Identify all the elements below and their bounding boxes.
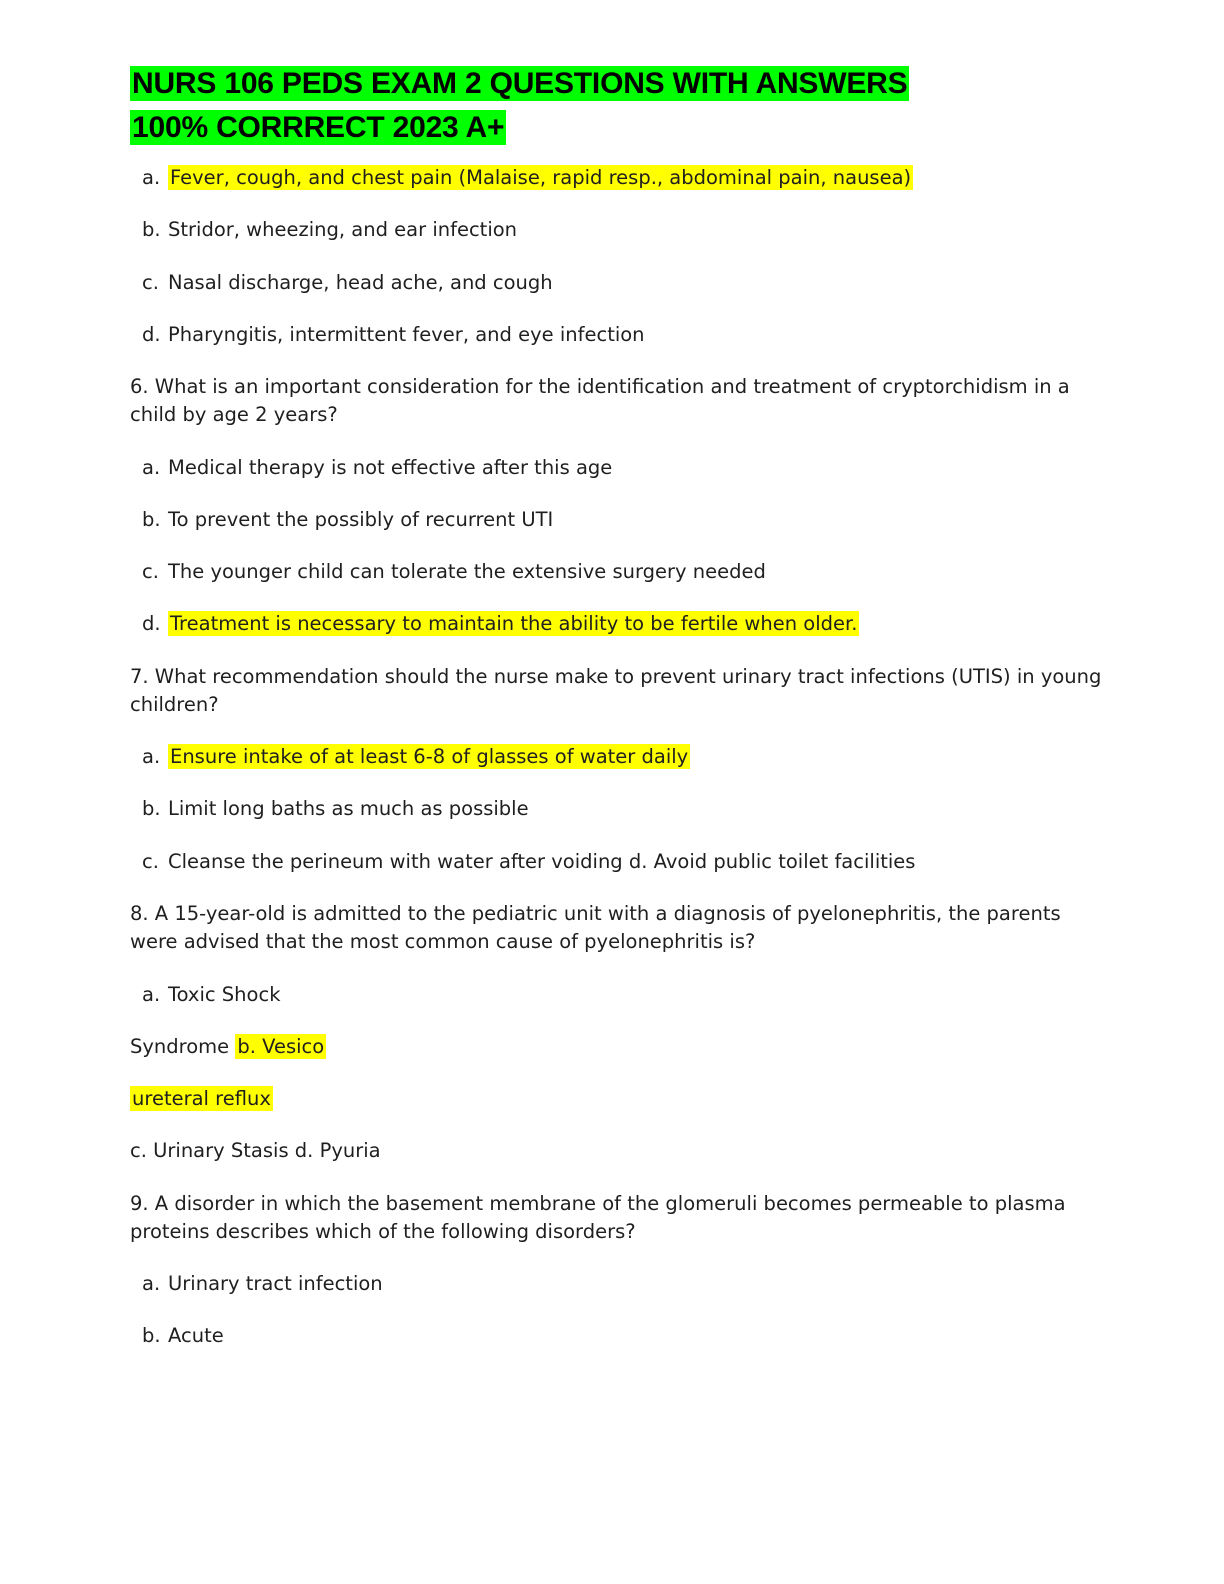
option-marker: d.	[142, 322, 161, 346]
option-text: Toxic Shock	[168, 982, 281, 1006]
option-marker: b.	[142, 797, 161, 821]
answer-option	[130, 1322, 1114, 1350]
answer-option	[130, 216, 1114, 244]
option-text: Pharyngitis, intermittent fever, and eye infection	[168, 322, 645, 346]
highlighted-answer: ureteral reflux	[132, 1087, 271, 1111]
option-text: The younger child can tolerate the extensive surgery needed	[168, 560, 766, 584]
answer-option	[130, 610, 1114, 638]
answer-option	[130, 506, 1114, 534]
option-text	[168, 743, 1114, 771]
question-text: 8. A 15-year-old is admitted to the pediatric unit with a diagnosis of pyelonephritis, the parents were advised that the most common cause of pyelonephritis is?	[130, 901, 1061, 954]
option-marker: d.	[142, 612, 161, 636]
option-text: Cleanse the perineum with water after voiding d. Avoid public toilet facilities	[168, 849, 916, 873]
option-marker: a.	[142, 982, 161, 1006]
highlighted-answer: Ensure intake of at least 6-8 of glasses of water daily	[170, 745, 689, 769]
option-text	[168, 610, 1114, 638]
question-text: 7. What recommendation should the nurse make to prevent urinary tract infections (UTIS) in young children?	[130, 664, 1102, 716]
option-marker: c.	[142, 270, 159, 294]
option-text	[168, 164, 1114, 192]
option-text: Urinary tract infection	[168, 1272, 383, 1296]
option-text: Limit long baths as much as possible	[168, 797, 529, 821]
option-text: Acute	[168, 1324, 224, 1348]
answer-option	[130, 269, 1114, 297]
option-text: To prevent the possibly of recurrent UTI	[168, 507, 554, 531]
question-text: 9. A disorder in which the basement membrane of the glomeruli becomes permeable to plasma proteins describes which of the following disorders?	[130, 1191, 1066, 1243]
body-line-prefix: Syndrome	[130, 1034, 236, 1058]
option-marker: c.	[142, 849, 159, 873]
option-text: Stridor, wheezing, and ear infection	[168, 218, 518, 242]
page-title-line-2: 100% CORRRECT 2023 A+	[132, 111, 505, 144]
option-marker: b.	[142, 218, 161, 242]
answer-option	[130, 558, 1114, 586]
body-line	[130, 1085, 1114, 1113]
highlighted-answer: Fever, cough, and chest pain (Malaise, rapid resp., abdominal pain, nausea)	[170, 166, 912, 189]
option-marker: c.	[142, 560, 159, 584]
body-line	[130, 1033, 1114, 1061]
body-line: c. Urinary Stasis d. Pyuria	[130, 1139, 381, 1163]
answer-option	[130, 164, 1114, 192]
highlighted-answer: b. Vesico	[237, 1034, 325, 1058]
document-body	[130, 164, 1114, 1351]
question-text: 6. What is an important consideration for the identification and treatment of cryptorchidism in a child by age 2 years?	[130, 375, 1070, 427]
answer-option	[130, 795, 1114, 823]
page-title-line-1: NURS 106 PEDS EXAM 2 QUESTIONS WITH ANSWERS	[132, 67, 908, 100]
option-marker: a.	[142, 166, 161, 189]
option-marker: a.	[142, 1272, 161, 1296]
answer-option	[130, 743, 1114, 771]
answer-option	[130, 1270, 1114, 1298]
highlighted-answer: Treatment is necessary to maintain the ability to be fertile when older.	[170, 612, 858, 636]
option-marker: b.	[142, 1324, 161, 1348]
answer-option	[130, 848, 1114, 876]
answer-option	[130, 981, 1114, 1009]
answer-option	[130, 454, 1114, 482]
option-text: Nasal discharge, head ache, and cough	[168, 270, 553, 294]
page-title	[130, 62, 1114, 150]
option-text: Medical therapy is not effective after this age	[168, 455, 613, 479]
option-marker: a.	[142, 745, 161, 769]
option-marker: b.	[142, 507, 161, 531]
answer-option	[130, 321, 1114, 349]
option-marker: a.	[142, 455, 161, 479]
